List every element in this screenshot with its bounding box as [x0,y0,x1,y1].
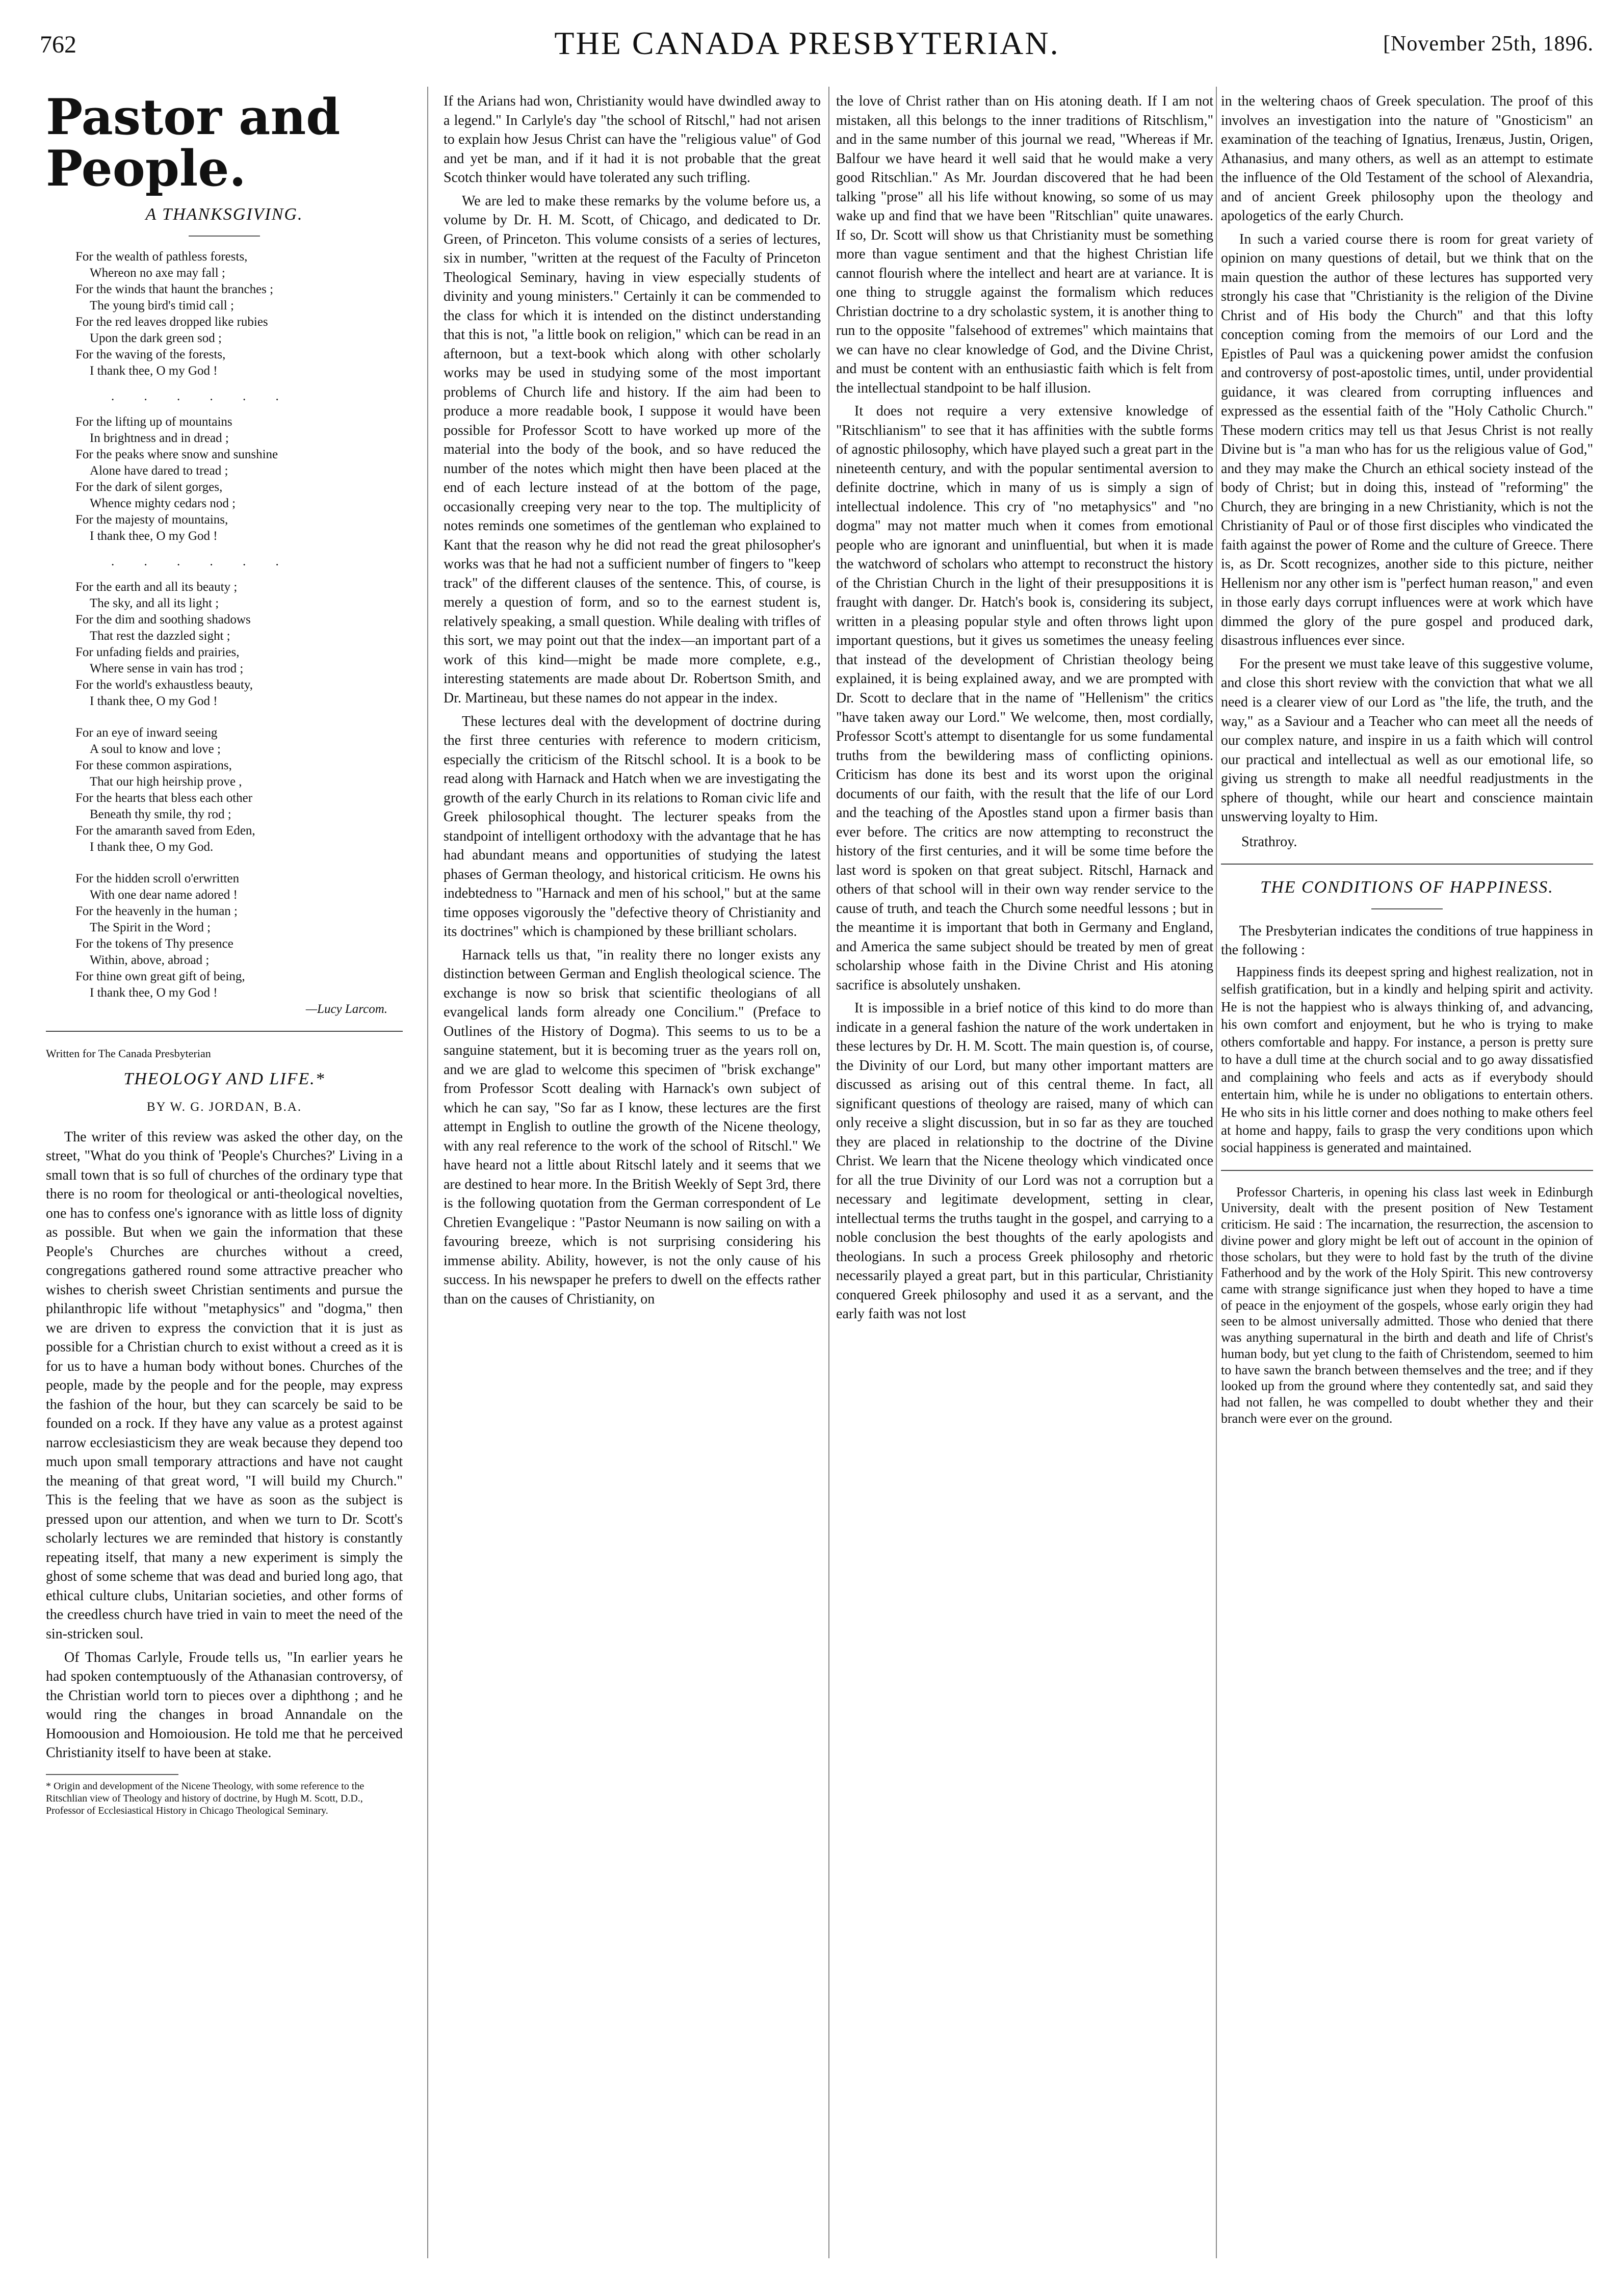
poem-line: I thank thee, O my God. [90,840,214,854]
paragraph: in the weltering chaos of Greek speculation. The proof of this involves an investigation into the nature of "Gnosticism" an examination of the teaching of Ignatius, Irenæus, Justin, Origen, Athanasius, and many others, as well as an attempt to estimate the influence of the Old Testament of the school of Alexandria, and of ancient Greek philosophy upon the theology and apologetics of the early Church. [1221,93,1593,224]
poem-attribution: —Lucy Larcom. [305,1002,387,1016]
charteris-item: Professor Charteris, in opening his class last week in Edinburgh University, dealt with the present position of New Testament criticism. He said : The incarnation, the resurrection, the ascension to divine power and glory might be left out of account in the opinion of those scholars, but they were to hold fast by the truth of the divine Fatherhood and by the work of the Holy Spirit. This new controversy came with strange significance just when they hoped to have a time of peace in the enjoyment of the gospels, whose early origin they had seen to be almost universally admitted. Those who denied that there was anything supernatural in the birth and death and life of Christ's human body, but yet clung to the faith of Christendom, seemed to him to have sawn the branch between themselves and the tree; and if they looked up from the ground where they contentedly sat, and said they had not fallen, he was compelled to doubt whether they and their branch were ever on the ground. [1221,1184,1593,1426]
poem-line: Whence mighty cedars nod ; [90,496,236,510]
column-1 [46,92,403,2258]
poem-line: For the tokens of Thy presence [75,936,233,951]
issue-date: [November 25th, 1896. [1383,32,1594,56]
article-title: THEOLOGY AND LIFE.* [123,1069,325,1088]
paragraph: We are led to make these remarks by the volume before us, a volume by Dr. H. M. Scott, of Chicago, and dedicated to Dr. Green, of Princeton. This volume consists of a series of lectures, six in number, "written at the request of the Faculty of Princeton Theological Seminary, having in view especially students of divinity and young ministers." Certainly it can be commended to the class for which it is intended on the distinct understanding that this is not, "a little book on religion," which can be read in an afternoon, but a text-book which along with other scholarly works may be used in studying some of the most important problems of Church life and history. If the aim had been to produce a more readable book, I suppose it would have been possible for Professor Scott to have worked up more of the material into the body of the book, and so have reduced the number of the notes which might then have been placed at the end of each lecture instead of at the bottom of the page, occasionally creeping very near to the top. The multiplicity of notes reminds one sometimes of the gentleman who explained to Kant that the reason why he did not read the great philosopher's works was that he had not a sufficient number of fingers to "keep track" of the different clauses of the sentence. This, of course, is merely a question of form, and so to the earnest student is, relatively speaking, a small question. While dealing with trifles of this sort, we may point out that the index—an important part of a work of this kind—might be made more complete, e.g., interesting statements are made about Dr. Robertson Smith, and Dr. Martineau, but these names do not appear in the index. [444,193,821,706]
poem-line: For these common aspirations, [75,758,232,772]
poem-line: For the red leaves dropped like rubies [75,315,268,329]
article-body [46,1128,403,1763]
poem-line: For the peaks where snow and sunshine [75,447,278,461]
paragraph: If the Arians had won, Christianity would have dwindled away to a legend." In Carlyle's day "the school of Ritschl," had not arisen to explain how Jesus Christ can have the "religious value" of God and yet be man, and if it had it is not probable that the great Scotch thinker would have tolerated any such trifling. [444,93,821,186]
poem-line: That rest the dazzled sight ; [90,629,230,643]
poem-line: For the waving of the forests, [75,347,226,361]
poem-line: For the lifting up of mountains [75,414,232,429]
poem-line: Where sense in vain has trod ; [90,661,244,675]
paragraph: These lectures deal with the development of doctrine during the first three centuries with reference to modern criticism, especially the criticism of the Ritschl school. It is a book to be read along with Harnack and Hatch when we are investigating the growth of the early Church in its relations to Roman civic life and Greek philosophical thought. The lecturer speaks from the standpoint of intelligent orthodoxy with the advantage that he has had abundant means and opportunities of studying the latest phases of German theology, and historical criticism. He owns his indebtedness to "Harnack and men of his school," but at the same time opposes vigorously the "defective theory of Christianity and its doctrines" which is championed by these brilliant scholars. [444,713,821,940]
poem-line: For the hearts that bless each other [75,791,253,805]
poem-line: Upon the dark green sod ; [90,331,222,345]
paragraph: It is impossible in a brief notice of this kind to do more than indicate in a general fashion the nature of the work undertaken in these lectures by Dr. H. M. Scott. The main question is, of course, the Divinity of our Lord, but many other important matters are discussed as arising out of this central theme. In fact, all significant questions of theology are raised, many of which can only receive a slight discussion, but in so far as they are touched they are placed in relationship to the doctrine of the Divine Christ. We learn that the Nicene theology which vindicated once for all the true Divinity of our Lord was not a corruption but a necessary and legitimate development, setting in clear, intellectual terms the truths taught in the gospel, and carrying to a noble conclusion the best thoughts of the early apologists and theologians. In such a process Greek philosophy and rhetoric necessarily played a great part, but in this particular, Christianity conquered Greek philosophy and used it as a servant, and the early faith was not lost [836,1000,1213,1322]
poem-line: For the majesty of mountains, [75,512,228,527]
column-4 [1221,92,1593,2258]
footnote-rule [46,1774,178,1775]
poem-line: For the amaranth saved from Eden, [75,823,255,838]
paragraph: It does not require a very extensive knowledge of "Ritschlianism" to see that it has affinities with the subtle forms of agnostic philosophy, which have played such a great part in the nineteenth century, and with the popular sentimental aversion to definite doctrine, which in many of us is simply a sign of intellectual indolence. This cry of "no metaphysics" and "no dogma" may not matter much when it comes from emotional people who are ignorant and uninfluential, but when it is made the watchword of scholars who attempt to reconstruct the history of the Christian Church in the light of their presuppositions it is fraught with danger. Dr. Hatch's book is, considering its subject, written in a pleasing popular style and often throws light upon important questions, but it gives us sometimes the uneasy feeling that instead of the development of Christian theology being explained, it is being explained away, and we are prompted with Dr. Scott to declare that in the name of "Hellenism" the critics "have taken away our Lord." We welcome, then, most cordially, Professor Scott's attempt to disentangle for us some fundamental truths from the bewildering mass of conflicting opinions. Criticism has done its best and its worst upon the original documents of our faith, with the result that the life of our Lord and the teaching of the Apostles stand upon a firmer basis than ever before. The critics are now attempting to reconstruct the history of the first centuries, and it will be some time before the last word is spoken on that great subject. Ritschl, Harnack and others of that school will in their own way render service to the cause of truth, and teach the Church some needful lessons ; but in the meantime it is important that both in Germany and England, and America the same subject should be treated by men of great scholarship whose faith in the Divine Christ and His atoning sacrifice is absolutely unshaken. [836,403,1213,993]
poem-line: Whereon no axe may fall ; [90,266,225,280]
column-rule [427,87,428,2258]
paragraph: the love of Christ rather than on His atoning death. If I am not mistaken, all this belongs to the inner traditions of Ritschlism," and in the same number of this journal we read, "Whereas if Mr. Balfour we have heard it well said that he would make a very good Ritschlian." As Mr. Jourdan discovered that he had been talking "prose" all his life without knowing, so some of us may wake up and find that we have been "Ritschlian" quite unawares. If so, Dr. Scott will show us that Christianity must be something more than vague sentiment and that the highest Christian life cannot flourish where the intellect and heart are at variance. It is one thing to struggle against the formalism which reduces Christian doctrine to a dry scholastic system, it is another thing to run to the opposite "falsehood of extremes" which maintains that we can have no clear knowledge of God, and the Divine Christ, and must be content with an enthusiastic faith which is felt from the intellectual standpoint to be half illusion. [836,93,1213,396]
footnote: * Origin and development of the Nicene Theology, with some reference to the Ritschlian view of Theology and history of doctrine, by Hugh M. Scott, D.D., Professor of Ecclesiastical History in Chicago Theological Seminary. [46,1780,365,1816]
column-2 [444,92,821,2258]
title-rule [189,236,260,237]
stanza-separator: . . . . . . [111,554,292,568]
paragraph: In such a varied course there is room for great variety of opinion on many questions of detail, but we think that on the main question the author of these lectures has supported very strongly his case that "Christianity is the religion of the Divine Christ and of His body the Church" and that this lofty conception coming from the memoirs of our Lord and the Epistles of Paul was a quickening power amidst the confusion and controversy of post-apostolic times, until, under providential guidance, it was cleared from corrupting influences and expressed as the essential faith of the "Holy Catholic Church." These modern critics may tell us that Jesus Christ is not really Divine but is "a man who has for us the religious value of God," and they may make the Church an ethical society instead of the body of Christ; but in doing this, instead of "reforming" the Church, they are bringing in a new Christianity, which is not the Christianity of Paul or of those first disciples who vindicated the faith against the power of Rome and the culture of Greece. There is, as Dr. Scott recognizes, another side to this picture, neither Hellenism nor any other ism is "perfect human reason," and even in those early days corrupt influences were at work which have dimmed the glory of the pure gospel and produced dark, disastrous influences ever since. [1221,231,1593,649]
poem-line: For the dim and soothing shadows [75,612,251,627]
conditions-quote: Happiness finds its deepest spring and highest realization, not in selfish gratification, but in a kindly and helping spirit and activity. He is not the happiest who is always thinking of, and advancing, his own comfort and enjoyment, but he who is trying to make others comfortable and happy. For instance, a person is pretty sure to have a dull time at the church social and to go away dissatisfied and complaining who feels and acts as if everybody should entertain him, while he is under no obligations to entertain others. He who sits in his little corner and does nothing to make others feel at home and happy, fails to grasp the very conditions upon which social happiness is generated and maintained. [1221,963,1593,1156]
poem-line: Alone have dared to tread ; [90,463,228,478]
poem-line: The young bird's timid call ; [90,298,234,312]
page-number: 762 [40,31,76,58]
page-header [0,0,1614,61]
poem-line: For the dark of silent gorges, [75,480,223,494]
poem-line: For the heavenly in the human ; [75,904,238,918]
section-rule [1221,864,1593,865]
paragraph: Harnack tells us that, "in reality there no longer exists any distinction between German and English theological science. The exchange is now so brisk that scientific theologians of all evangelical lands form already one Concilium." (Preface to Outlines of the History of Dogma). This seems to us to be a sanguine statement, but it is becoming truer as the years roll on, and we are glad to welcome this specimen of "brisk exchange" from Professor Scott dealing with Harnack's own subject of which he can say, "So far as I know, these lectures are the first attempt in English to outline the growth of the Nicene theology, with any real reference to the work of the school of Ritschl." We have heard not a little about Ritschl lately and it seems that we are destined to hear more. In the British Weekly of Sept 3rd, there is the following quotation from the German correspondent of Le Chretien Evangelique : "Pastor Neumann is now sailing on with a favouring breeze, which is not surprising considering his immense ability. Ability, however, is not the only cause of his success. In his newspaper he prefers to dwell on the effects rather than on the causes of Christianity, on [444,947,821,1307]
poem [75,249,403,1017]
poem-line: I thank thee, O my God ! [90,694,218,708]
poem-line: That our high heirship prove , [90,774,242,789]
article-body [836,92,1213,1324]
masthead-title: THE CANADA PRESBYTERIAN. [554,25,1060,61]
title-rule [1371,908,1443,909]
article-body [444,92,821,1309]
poem-line: For the winds that haunt the branches ; [75,282,274,296]
poem-line: A soul to know and love ; [90,742,221,756]
written-for-line: Written for The Canada Presbyterian [46,1047,211,1060]
poem-line: In brightness and in dread ; [90,431,229,445]
column-rule [828,87,829,2258]
poem-line: Within, above, abroad ; [90,953,210,967]
signoff: Strathroy. [1241,833,1297,850]
stanza-separator: . . . . . . [111,389,292,403]
conditions-intro: The Presbyterian indicates the conditions of true happiness in the following : [1221,923,1593,958]
poem-line: I thank thee, O my God ! [90,529,218,543]
section-rule [46,1031,403,1032]
poem-line: The sky, and all its light ; [90,596,219,610]
poem-line: For unfading fields and prairies, [75,645,240,659]
stanza-gap [75,710,403,725]
poem-line: For the world's exhaustless beauty, [75,677,253,692]
section-rule [1221,1170,1593,1171]
poem-line: For the wealth of pathless forests, [75,249,248,264]
column-3 [836,92,1213,2258]
poem-line: With one dear name adored ! [90,888,238,902]
department-heading: Pastor and People. [46,92,341,197]
poem-line: For an eye of inward seeing [75,725,218,740]
byline: BY W. G. JORDAN, B.A. [146,1100,302,1114]
paragraph: For the present we must take leave of this suggestive volume, and close this short review with the conviction that what we all need is a clearer view of our Lord as "the life, the truth, and the way," as a Saviour and a Teacher who can meet all the needs of our complex nature, and inspire in us a faith which will control our practical and intellectual as well as our emotional life, so giving us strength to make all needful readjustments in the sphere of thought, while our heart and conscience maintain unswerving loyalty to Him. [1221,656,1593,825]
poem-line: Beneath thy smile, thy rod ; [90,807,231,821]
poem-line: I thank thee, O my God ! [90,363,218,378]
conditions-title: THE CONDITIONS OF HAPPINESS. [1260,877,1554,897]
poem-title: A THANKSGIVING. [145,204,303,224]
article-body [1221,92,1593,827]
poem-line: For the earth and all its beauty ; [75,580,238,594]
paragraph: The writer of this review was asked the other day, on the street, "What do you think of 'People's Churches?' Living in a small town that is so full of churches of the ordinary type that there is no room for theological or anti-theological novelties, one has to confess one's ignorance with as little loss of dignity as possible. But when we gain the information that these People's Churches are churches without a creed, congregations gathered round some attractive preacher who wishes to cherish sweet Christian sentiments and pursue the philanthropic life without "metaphysics" and "dogma," then we are driven to express the conviction that it is just as possible for a Christian church to exist without a creed as it is for us to have a human body without bones. Churches of the people, made by the people and for the people, may express the fashion of the hour, but they can scarcely be said to be founded on a rock. If they have any value as a protest against narrow ecclesiasticism they are weak because they depend too much upon small temporary attractions and have not caught the meaning of that great word, "I will build my Church." This is the feeling that we have as soon as the subject is pressed upon our attention, and when we turn to Dr. Scott's scholarly lectures we are reminded that history is constantly repeating itself, that many a new experiment is simply the ghost of some scheme that was dead and buried long ago, that ethical culture clubs, Unitarian societies, and other forms of the creedless church have tried in vain to meet the need of the sin-stricken soul. [46,1129,403,1642]
poem-line: For the hidden scroll o'erwritten [75,871,240,885]
poem-line: I thank thee, O my God ! [90,985,218,1000]
paragraph: Of Thomas Carlyle, Froude tells us, "In earlier years he had spoken contemptuously of the Athanasian controversy, of the Christian world torn to pieces over a diphthong ; and he would ring the changes in broad Annandale on the Homoousion and Homoiousion. He told me that he perceived Christianity itself to have been at stake. [46,1649,403,1761]
poem-line: The Spirit in the Word ; [90,920,211,934]
column-rule [1216,87,1217,2258]
poem-line: For thine own great gift of being, [75,969,245,983]
stanza-gap [75,855,403,871]
